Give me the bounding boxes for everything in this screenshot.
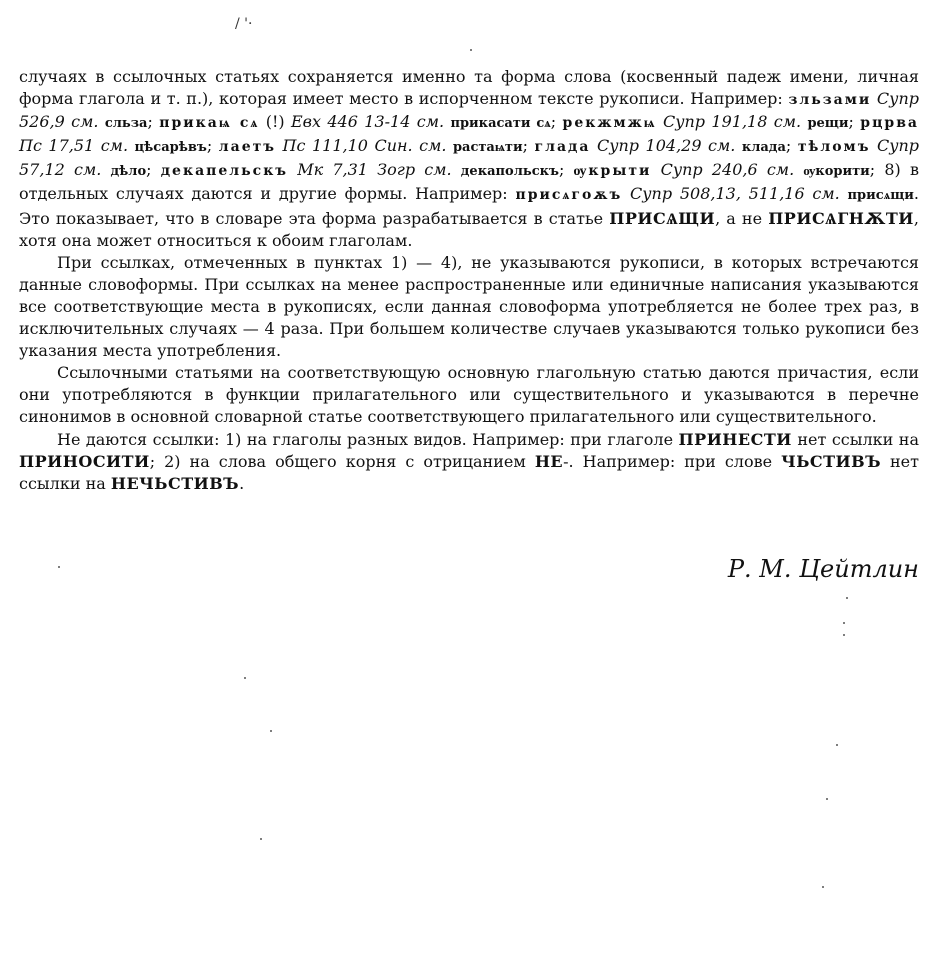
text-run: случаях в ссылочных статьях сохраняется именно та форма слова (косвенный падеж имени, личная форма глагола и т. п.), которая имеет место в испорченном тексте рукописи. Например:	[19, 67, 919, 109]
text-run: ;	[785, 136, 798, 156]
old-slavonic-word: присѧгоѫъ	[515, 187, 623, 204]
old-slavonic-word: лаетъ	[218, 139, 277, 156]
text-run: . Это показывает, что в словаре эта форма разрабатывается в статье	[19, 184, 919, 228]
text-run: -. Например: при слове	[563, 451, 782, 471]
scan-speck	[58, 566, 60, 568]
text-run: .	[239, 473, 245, 493]
source-reference: Мк 7,31 Зогр см.	[288, 160, 461, 180]
source-reference: Супр 57,12 см.	[19, 136, 920, 180]
text-run: , а не	[715, 208, 769, 228]
text-run: При ссылках, отмеченных в пунктах 1) — 4), не указываются рукописи, в которых встречаются данные словоформы. При ссылках на менее распространенные или единичные написания указываются все соответствующие места в рукописях, если данная словоформа употребляется не более трех раз, в исключительных случаях — 4 раза. При большем количестве случаев указываются только рукописи без указания места употребления.	[19, 252, 919, 361]
stray-mark: / '·	[235, 16, 253, 32]
author-signature: Р. М. Цейтлин	[727, 555, 919, 583]
scan-speck	[843, 634, 845, 636]
headword: ЧЬСТИВЪ	[781, 451, 881, 471]
paragraph-3	[19, 362, 919, 428]
old-slavonic-word: прикаѩ сѧ	[159, 115, 260, 132]
text-run: ;	[550, 112, 563, 132]
scan-speck	[826, 798, 828, 800]
scan-speck	[846, 597, 848, 599]
lemma-reference: рещи	[807, 116, 849, 132]
lemma-reference: присѧщи	[847, 188, 914, 204]
scan-speck	[822, 886, 824, 888]
lemma-reference: декапольскъ	[460, 164, 559, 180]
lemma-reference: цѣсарѣвъ	[134, 140, 207, 156]
headword: ПРИНЕСТИ	[678, 429, 792, 449]
lemma-reference: прикасати сѧ	[450, 116, 551, 132]
text-run: Ссылочными статьями на соответствующую основную глагольную статью даются причастия, если они употребляются в функции прилагательного или существительного и указываются в перечне синонимов в основной словарной статье соответствующего прилагательного или существительного.	[19, 363, 919, 427]
headword: ПРИНОСИТИ	[19, 451, 150, 471]
lemma-reference: клада	[741, 140, 786, 156]
old-slavonic-word: зльзами	[788, 92, 872, 109]
text-run: Не даются ссылки: 1) на глаголы разных видов. Например: при глаголе	[57, 429, 679, 449]
scan-speck	[270, 730, 272, 732]
old-slavonic-word: декапельскъ	[160, 163, 289, 180]
headword: НЕ	[534, 451, 564, 471]
old-slavonic-word: тѣломъ	[797, 139, 871, 156]
paragraph-1	[19, 66, 919, 252]
text-run: (!)	[259, 112, 291, 132]
text-run: , хотя она может относиться к обоим глаголам.	[19, 208, 920, 250]
old-slavonic-word: рекжмжѩ	[562, 115, 657, 132]
text-run: ; 8) в отдельных случаях даются и другие формы. Например:	[19, 160, 919, 204]
lemma-reference: ѹкорити	[803, 164, 870, 180]
lemma-reference: растаѩти	[452, 140, 523, 156]
old-slavonic-word: ѹкрыти	[573, 163, 652, 180]
text-run: ;	[558, 160, 574, 180]
scan-speck	[836, 744, 838, 746]
text-run: нет ссылки на	[19, 451, 919, 493]
old-slavonic-word: рцрва	[860, 115, 920, 132]
lemma-reference: дѣло	[110, 164, 147, 180]
scan-speck	[260, 838, 262, 840]
text-run: ;	[206, 136, 219, 156]
headword: НЕЧЬСТИВЪ	[110, 473, 240, 493]
source-reference: Супр 526,9 см.	[19, 89, 919, 132]
text-run: ;	[146, 160, 161, 180]
paragraph-4	[19, 429, 919, 495]
scan-speck	[470, 49, 472, 51]
text-run: ; 2) на слова общего корня с отрицанием	[149, 451, 535, 471]
lemma-reference: сльза	[104, 116, 148, 132]
headword: ПРИСѦГНѪТИ	[768, 208, 914, 228]
source-reference: Пс 111,10 Син. см.	[276, 136, 453, 156]
text-run: ;	[848, 112, 861, 132]
text-run: нет ссылки на	[791, 429, 919, 449]
text-run: ;	[522, 136, 535, 156]
source-reference: Супр 191,18 см.	[656, 112, 808, 132]
headword: ПРИСѦЩИ	[609, 208, 716, 228]
scan-speck	[244, 677, 246, 679]
source-reference: Пс 17,51 см.	[19, 136, 135, 156]
source-reference: Евх 446 13-14 см.	[290, 112, 451, 132]
scan-speck	[843, 622, 845, 624]
old-slavonic-word: глада	[534, 139, 591, 156]
source-reference: Супр 240,6 см.	[651, 160, 804, 180]
document-body	[19, 66, 919, 495]
source-reference: Супр 508,13, 511,16 см.	[622, 184, 848, 204]
paragraph-2	[19, 252, 919, 362]
text-run: ;	[147, 112, 160, 132]
source-reference: Супр 104,29 см.	[590, 136, 742, 156]
